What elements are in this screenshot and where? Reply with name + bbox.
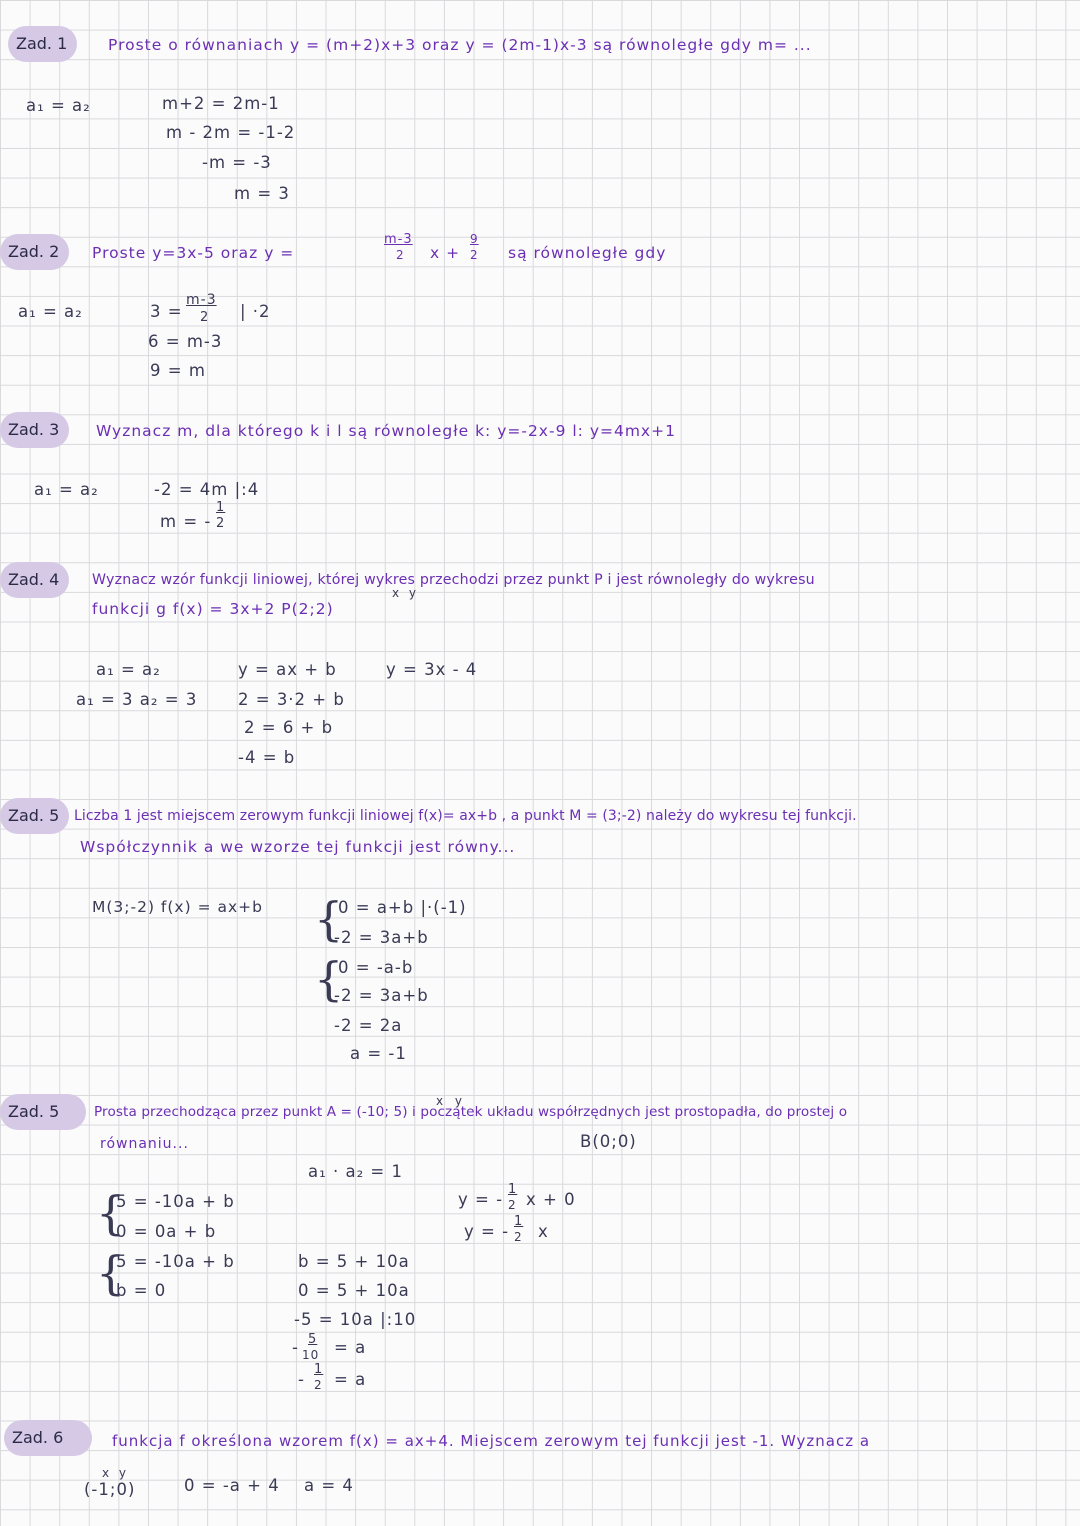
- task-5b-xy-marks: x y: [436, 1094, 463, 1108]
- task-5-system2-eq: -2 = 3a+b: [334, 986, 429, 1005]
- task-4-question-line1: Wyznacz wzór funkcji liniowej, której wykres przechodzi przez punkt P i jest równoległy do wykresu: [92, 572, 815, 588]
- task-1-line: -m = -3: [202, 153, 272, 172]
- task-5b-minus: -: [292, 1338, 299, 1357]
- task-5b-answer-frac-den: 2: [508, 1198, 517, 1212]
- task-6-xy-marks: x y: [102, 1466, 127, 1480]
- task-label-6: Zad. 6: [4, 1420, 92, 1456]
- task-5-result: a = -1: [350, 1044, 407, 1063]
- task-4-line: 2 = 6 + b: [244, 718, 334, 737]
- task-5b-step: -5 = 10a |:10: [294, 1310, 417, 1329]
- task-5b-step: b = 5 + 10a: [298, 1252, 410, 1271]
- task-2-line: | ·2: [240, 302, 271, 321]
- task-2-line: 3 =: [150, 302, 183, 321]
- task-5b-system2-eq: 5 = -10a + b: [116, 1252, 235, 1271]
- task-2-frac-num-2: m-3: [186, 292, 217, 308]
- task-2-question-pre: Proste y=3x-5 oraz y =: [92, 244, 295, 262]
- task-label-1: Zad. 1: [8, 26, 77, 62]
- task-5b-frac2-num: 1: [314, 1362, 324, 1377]
- task-2-question-mid: x +: [430, 244, 461, 262]
- task-4-line: y = ax + b: [238, 660, 337, 679]
- task-2-frac2-num: 9: [470, 232, 479, 246]
- task-5-given: M(3;-2) f(x) = ax+b: [92, 898, 263, 916]
- task-5b-brace-1: {: [96, 1186, 126, 1240]
- task-5b-system1-eq: 5 = -10a + b: [116, 1192, 235, 1211]
- task-2-line: a₁ = a₂: [18, 302, 83, 321]
- task-5b-answer: y = -: [464, 1222, 510, 1241]
- task-3-question: Wyznacz m, dla którego k i l są równoległe k: y=-2x-9 l: y=4mx+1: [96, 422, 676, 440]
- task-1-line: m - 2m = -1-2: [166, 123, 296, 142]
- task-label-2: Zad. 2: [0, 234, 69, 270]
- task-5b-frac2-rest: = a: [334, 1370, 367, 1389]
- task-5b-frac1-num: 5: [308, 1332, 318, 1347]
- task-5b-answer: y = -: [458, 1190, 504, 1209]
- task-1-line: m = 3: [234, 184, 290, 203]
- task-3-line: m = -: [160, 512, 212, 531]
- task-5b-frac2-den: 2: [314, 1378, 323, 1392]
- task-5b-answer-frac-den: 2: [514, 1230, 523, 1244]
- task-label-5: Zad. 5: [0, 798, 69, 834]
- task-5-question-line1: Liczba 1 jest miejscem zerowym funkcji liniowej f(x)= ax+b , a punkt M = (3;-2) należy do wykresu tej funkcji.: [74, 808, 857, 824]
- task-5-brace-2: {: [314, 952, 344, 1006]
- task-3-line: -2 = 4m |:4: [154, 480, 260, 499]
- task-4-xy-marks: x y: [392, 586, 417, 600]
- task-label-4: Zad. 4: [0, 562, 69, 598]
- task-5-question-line2: Współczynnik a we wzorze tej funkcji jest równy...: [80, 838, 516, 856]
- task-2-frac-den-2: 2: [200, 310, 210, 325]
- task-label-3: Zad. 3: [0, 412, 69, 448]
- task-5b-question-line1: Prosta przechodząca przez punkt A = (-10; 5) i początek układu współrzędnych jest prostopadła, do prostej o: [94, 1104, 848, 1120]
- task-5b-system2-eq: b = 0: [116, 1281, 167, 1300]
- task-label-5b: Zad. 5: [0, 1094, 86, 1130]
- task-3-line: a₁ = a₂: [34, 480, 99, 499]
- task-6-question: funkcja f określona wzorem f(x) = ax+4. Miejscem zerowym tej funkcji jest -1. Wyznacz a: [112, 1432, 871, 1450]
- task-2-frac2-den: 2: [470, 248, 479, 262]
- task-3-frac-num: 1: [216, 500, 226, 515]
- task-5b-answer-frac-num: 1: [508, 1182, 518, 1197]
- task-2-frac-den: 2: [396, 248, 405, 262]
- task-4-line: -4 = b: [238, 748, 296, 767]
- task-5b-system1-eq: 0 = 0a + b: [116, 1222, 217, 1241]
- task-4-line: 2 = 3·2 + b: [238, 690, 345, 709]
- task-4-question-line2: funkcji g f(x) = 3x+2 P(2;2): [92, 600, 334, 618]
- task-6-answer: a = 4: [304, 1476, 354, 1495]
- task-5b-answer: x: [538, 1222, 549, 1241]
- task-2-frac-num: m-3: [384, 232, 413, 247]
- task-5b-frac1-den: 10: [302, 1348, 320, 1362]
- task-5-system2-eq: 0 = -a-b: [338, 958, 414, 977]
- task-2-line: 9 = m: [150, 361, 206, 380]
- task-5b-brace-2: {: [96, 1246, 126, 1300]
- task-1-question: Proste o równaniach y = (m+2)x+3 oraz y = (2m-1)x-3 są równoległe gdy m= ...: [108, 36, 812, 54]
- task-3-frac-den: 2: [216, 516, 226, 531]
- task-4-line: a₁ = a₂: [96, 660, 161, 679]
- task-5b-point-b: B(0;0): [580, 1132, 637, 1151]
- task-5b-answer: x + 0: [526, 1190, 576, 1209]
- task-1-line: a₁ = a₂: [26, 96, 91, 115]
- task-5-system1-eq: 0 = a+b |·(-1): [338, 898, 467, 917]
- task-5b-answer-frac-num: 1: [514, 1214, 524, 1229]
- task-1-line: m+2 = 2m-1: [162, 94, 280, 113]
- task-6-point: (-1;0): [84, 1480, 136, 1499]
- task-4-answer: y = 3x - 4: [386, 660, 478, 679]
- task-5-result: -2 = 2a: [334, 1016, 403, 1035]
- task-5b-frac1-rest: = a: [334, 1338, 367, 1357]
- task-5b-question-line2: równaniu...: [100, 1136, 189, 1152]
- task-5b-condition: a₁ · a₂ = 1: [308, 1162, 403, 1181]
- task-2-question-post: są równoległe gdy: [508, 244, 667, 262]
- task-5b-step: 0 = 5 + 10a: [298, 1281, 410, 1300]
- task-5-system1-eq: -2 = 3a+b: [334, 928, 429, 947]
- task-2-line: 6 = m-3: [148, 332, 223, 351]
- task-5b-minus: -: [298, 1370, 305, 1389]
- task-5-brace-1: {: [314, 892, 344, 946]
- task-4-line: a₁ = 3 a₂ = 3: [76, 690, 198, 709]
- task-6-equation: 0 = -a + 4: [184, 1476, 280, 1495]
